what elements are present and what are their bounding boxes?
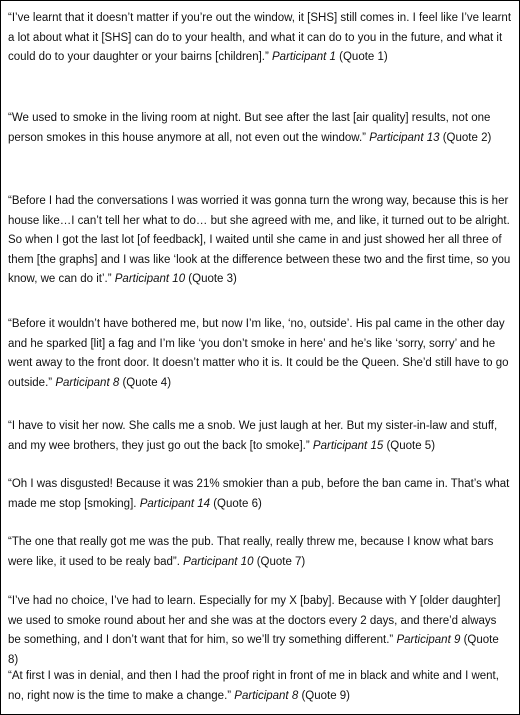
- participant-label: Participant 10: [183, 555, 254, 568]
- quote-3: [8, 192, 512, 290]
- participant-label: Participant 14: [139, 497, 211, 510]
- quote-2: [8, 109, 512, 148]
- quote-text: “Before it wouldn’t have bothered me, but now I’m like, ‘no, outside’. His pal came in the other day and he sparked [lit] a fag and I’m like ‘you don’t smoke in here’ and he’s like ‘sorry, sorry’ and he went away to the front door. It doesn’t matter who it is. It could be the Queen. She’d still have to go outside.”: [8, 318, 509, 389]
- quote-4: [8, 315, 512, 393]
- quote-text: “Oh I was disgusted! Because it was 21% smokier than a pub, before the ban came in. That’s what made me stop [smoking].: [8, 478, 510, 510]
- participant-label: Participant 15: [312, 439, 384, 452]
- quote-text: “The one that really got me was the pub. That really, really threw me, because I know what bars were like, it used to be realy bad”.: [8, 536, 494, 568]
- quote-text: “I’ve learnt that it doesn’t matter if you’re out the window, it [SHS] still comes in. I feel like I’ve learnt a lot about what it [SHS] can do to your health, and what it can do to you in the future, and what it could do to your daughter or your bairns [children].”: [8, 12, 512, 63]
- quote-8: [8, 592, 512, 670]
- quote-ref: (Quote 2): [442, 131, 492, 144]
- participant-label: Participant 8: [55, 376, 120, 389]
- quote-ref: (Quote 7): [256, 555, 306, 568]
- quote-9: [8, 667, 512, 706]
- quote-ref: (Quote 3): [188, 273, 237, 285]
- quote-ref: (Quote 9): [301, 689, 351, 702]
- quote-ref: (Quote 4): [122, 376, 172, 389]
- quote-text: “I’ve had no choice, I’ve had to learn. Especially for my X [baby]. Because with Y [older daughter] we used to smoke round about her and she was at the doctors every 2 days, and there’d always be something, and I don’t want that for him, so we’ll try something different.”: [8, 595, 501, 646]
- quote-ref: (Quote 5): [386, 439, 436, 452]
- participant-label: Participant 13: [369, 131, 440, 144]
- quote-text: “At first I was in denial, and then I had the proof right in front of me in black and white and I went, no, right now is the time to make a change.”: [8, 670, 499, 702]
- quote-text: “We used to smoke in the living room at night. But see after the last [air quality] results, not one person smokes in this house anymore at all, not even out the window.”: [8, 112, 491, 144]
- participant-label: Participant 10: [114, 273, 186, 285]
- participant-label: Participant 8: [234, 689, 299, 702]
- quote-ref: (Quote 6): [213, 497, 262, 510]
- quote-6: [8, 475, 512, 514]
- quote-5: [8, 417, 512, 456]
- quote-7: [8, 533, 512, 572]
- quote-text: “I have to visit her now. She calls me a snob. We just laugh at her. But my sister-in-law and stuff, and my wee brothers, they just go out the back [to smoke].”: [8, 420, 498, 452]
- quote-ref: (Quote 1): [339, 51, 388, 63]
- quote-text: “Before I had the conversations I was worried it was gonna turn the wrong way, because this is her house like…I can’t tell her what to do… but she agreed with me, and like, it turned out to be alright. So when I got the last lot [of feedback], I waited until she came in and just showed her all three of them [the graphs] and I was like ‘look at the difference between these two and the first time, so you know, we can do it’.”: [8, 195, 511, 285]
- participant-label: Participant 1: [272, 51, 336, 63]
- quote-1: [8, 9, 512, 68]
- quote-ref: (Quote 8): [8, 634, 499, 666]
- participant-label: Participant 9: [396, 634, 461, 646]
